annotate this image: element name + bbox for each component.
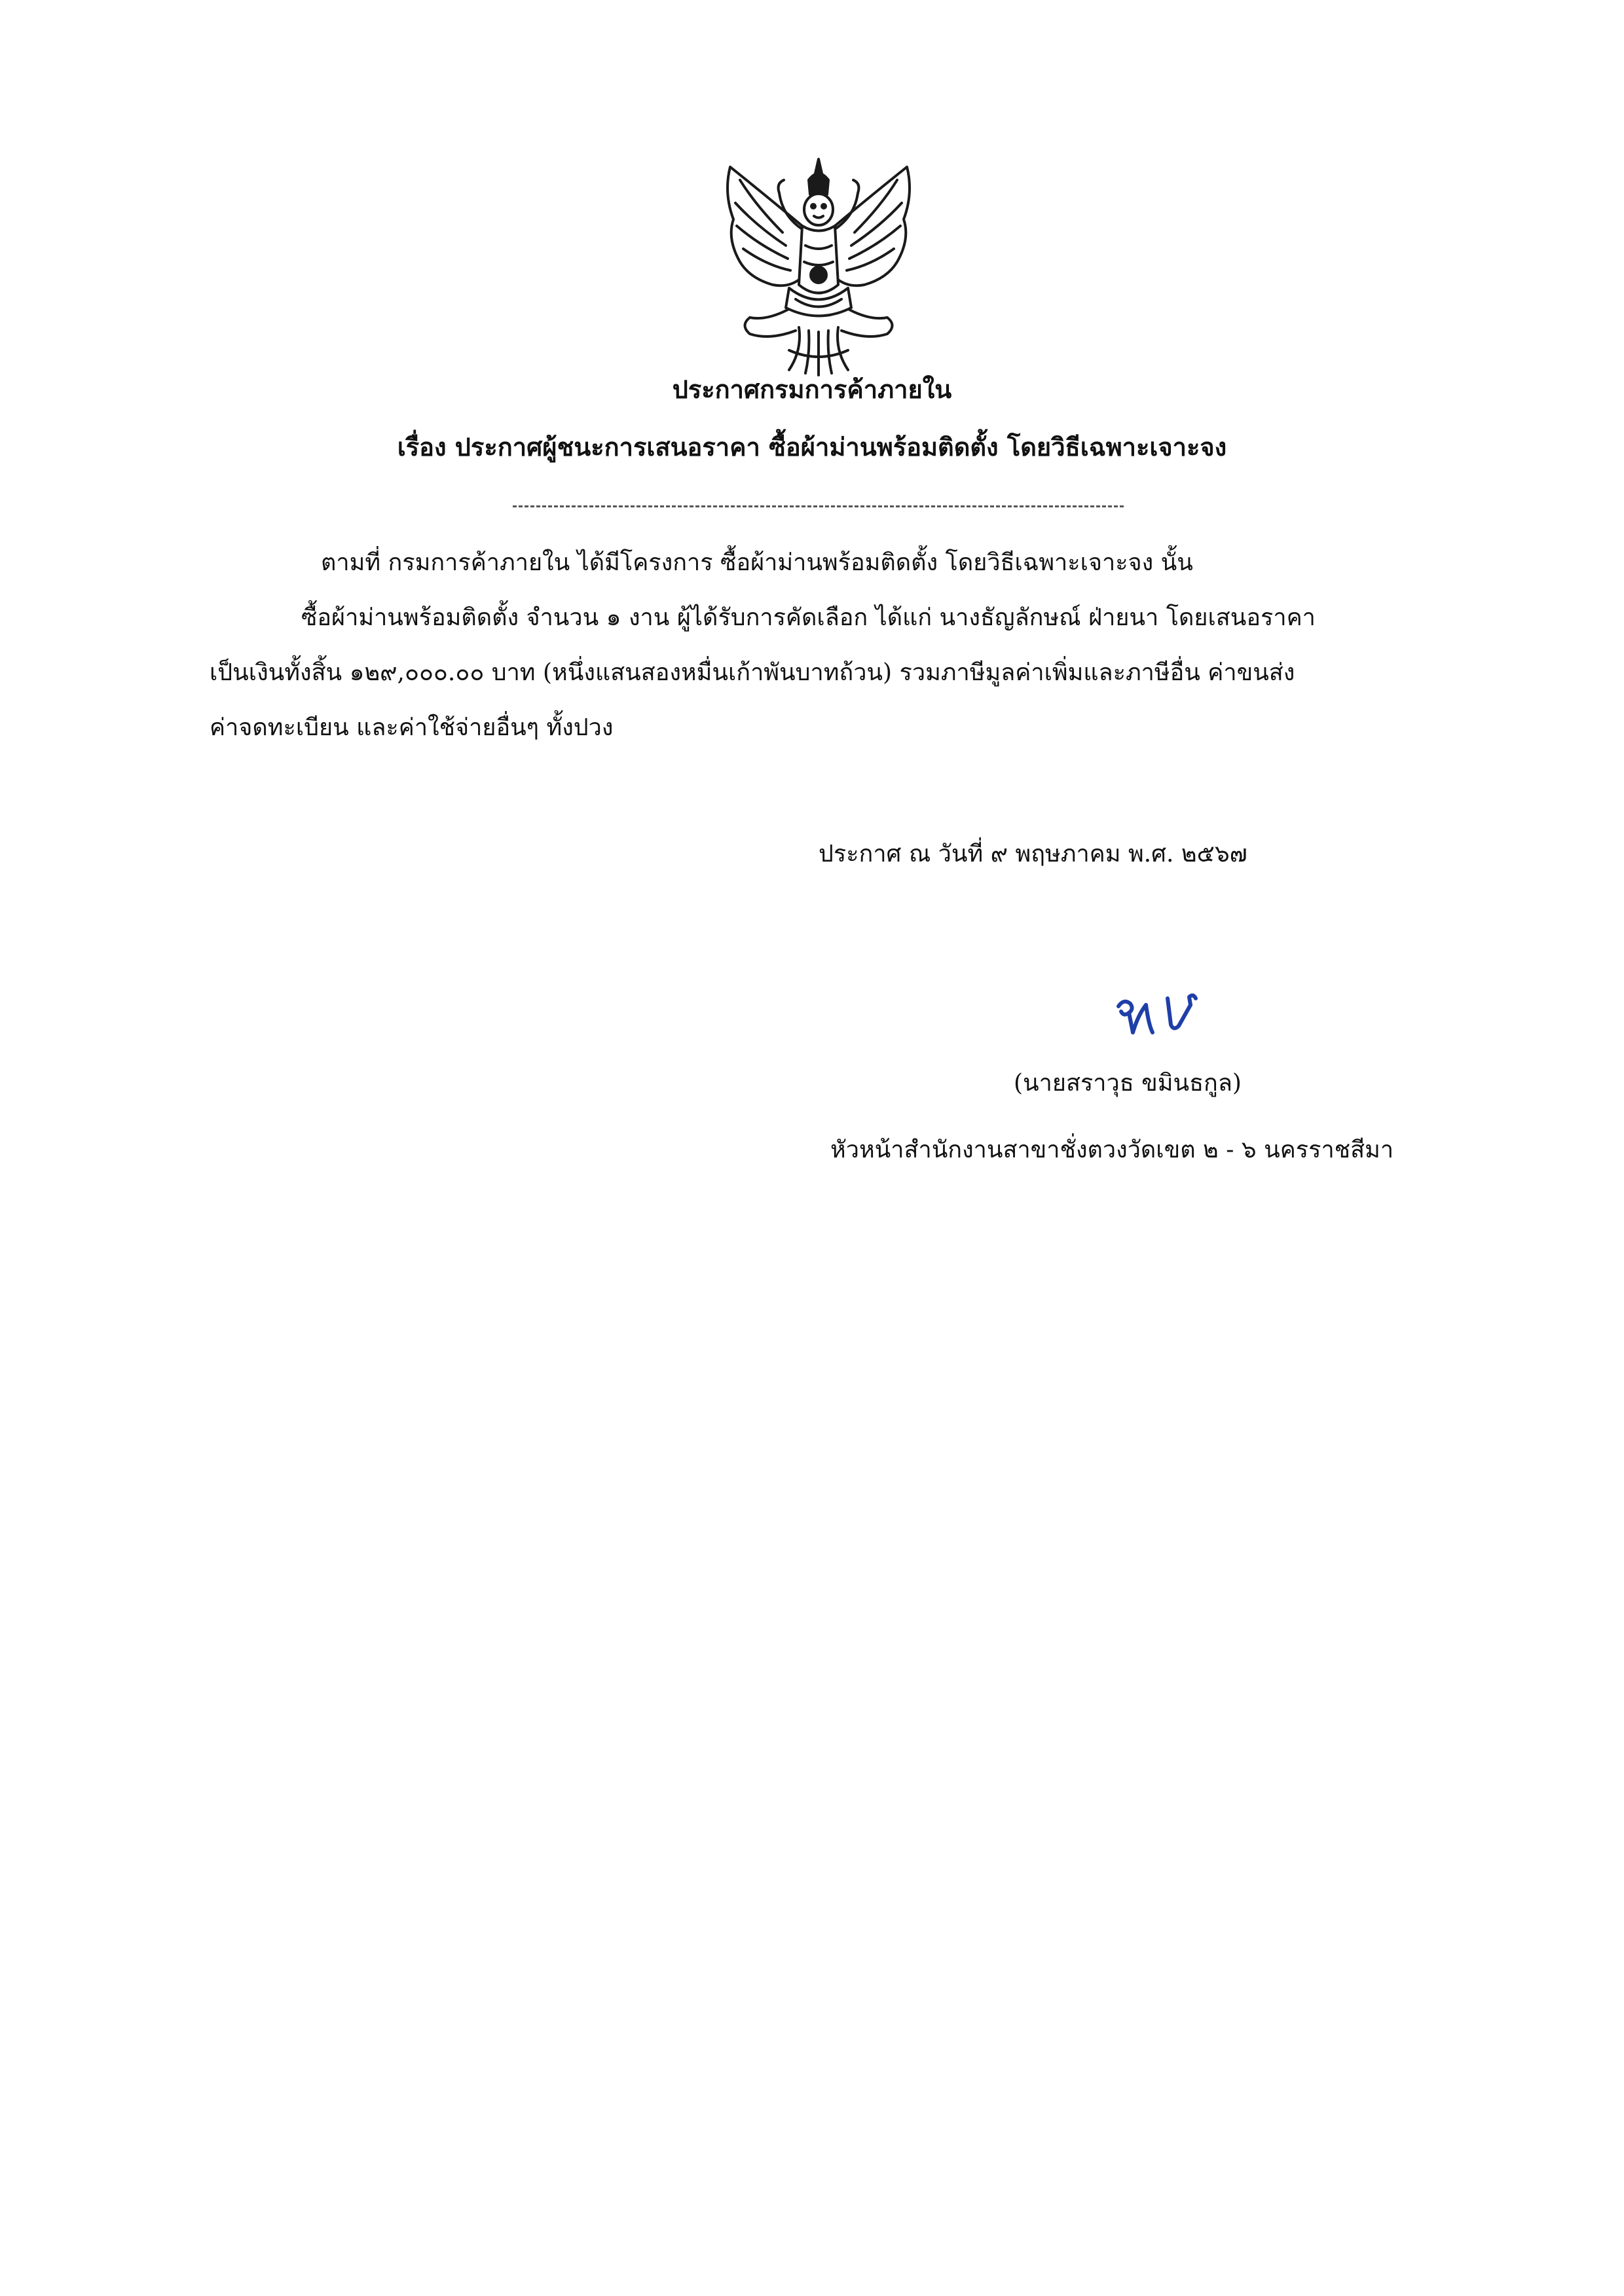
handwritten-signature — [1105, 979, 1213, 1038]
body-line-3: เป็นเงินทั้งสิ้น ๑๒๙,๐๐๐.๐๐ บาท (หนึ่งแสนสองหมื่นเก้าพันบาทถ้วน) รวมภาษีมูลค่าเพิ่มและภาษีอื่น ค่าขนส่ง — [210, 659, 1295, 686]
document-title: ประกาศกรมการค้าภายใน — [672, 374, 952, 404]
document-subject: เรื่อง ประกาศผู้ชนะการเสนอราคา ซื้อผ้าม่านพร้อมติดตั้ง โดยวิธีเฉพาะเจาะจง — [397, 432, 1227, 462]
garuda-emblem-icon — [710, 154, 927, 376]
title-divider — [513, 505, 1124, 507]
announcement-date: ประกาศ ณ วันที่ ๙ พฤษภาคม พ.ศ. ๒๕๖๗ — [819, 841, 1247, 867]
body-line-2: ซื้อผ้าม่านพร้อมติดตั้ง จำนวน ๑ งาน ผู้ได้รับการคัดเลือก ได้แก่ นางธัญลักษณ์ ฝ่ายนา โดยเสนอราคา — [301, 604, 1316, 631]
signer-name: (นายสราวุธ ขมินธกูล) — [1014, 1070, 1242, 1097]
body-line-4: ค่าจดทะเบียน และค่าใช้จ่ายอื่นๆ ทั้งปวง — [210, 714, 614, 741]
body-line-1: ตามที่ กรมการค้าภายใน ได้มีโครงการ ซื้อผ้าม่านพร้อมติดตั้ง โดยวิธีเฉพาะเจาะจง นั้น — [321, 549, 1193, 576]
signer-position: หัวหน้าสำนักงานสาขาชั่งตวงวัดเขต ๒ - ๖ นครราชสีมา — [830, 1137, 1394, 1163]
